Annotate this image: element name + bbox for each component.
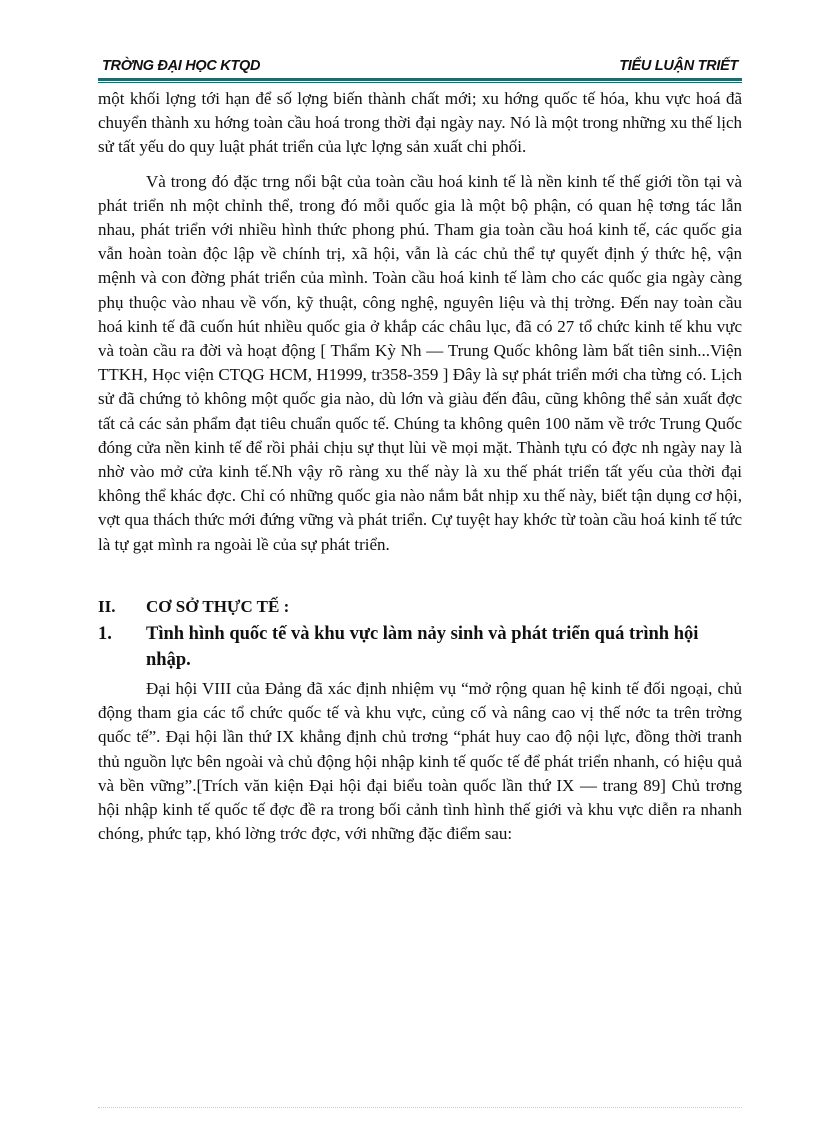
paragraph-2: Và trong đó đặc trng nổi bật của toàn cầu hoá kinh tế là nền kinh tế thế giới tồn tại và phát triển nh một chỉnh thể, trong đó mỗi quốc gia là một bộ phận, có quan hệ tơng tác lẫn nhau, phát triển với nhiều hình thức phong phú. Tham gia toàn cầu hoá kinh tế, các quốc gia vẫn hoàn toàn độc lập về chính trị, xã hội, vẫn là các chủ thể tự quyết định ý thức hệ, vận mệnh và con đờng phát triển của mình. Toàn cầu hoá kinh tế làm cho các quốc gia ngày càng phụ thuộc vào nhau về vốn, kỹ thuật, công nghệ, nguyên liệu và thị trờng. Đến nay toàn cầu hoá kinh tế đã cuốn hút nhiều quốc gia ở khắp các châu lục, đã có 27 tổ chức kinh tế khu vực và toàn cầu ra đời và hoạt động [ Thẩm Kỳ Nh — Trung Quốc không làm bất tiên sinh...Viện TTKH, Học viện CTQG HCM, H1999, tr358-359 ] Đây là sự phát triển mới cha từng có. Lịch sử đã chứng tỏ không một quốc gia nào, dù lớn và giàu đến đâu, cũng không thể sản xuất đợc tất cả các sản phẩm đạt tiêu chuẩn quốc tế. Chúng ta không quên 100 năm về trớc Trung Quốc đóng cửa nền kinh tế để rồi phải chịu sự thụt lùi về mọi mặt. Thành tựu có đợc nh ngày nay là nhờ vào mở cửa kinh tế.Nh vậy rõ ràng xu thế này là xu thế phát triển tất yếu của thời đại không thể khác đợc. Chỉ có những quốc gia nào nắm bắt nhịp xu thế này, biết tận dụng cơ hội, vợt qua thách thức mới đứng vững và phát triển. Cự tuyệt hay khớc từ toàn cầu hoá kinh tế tức là tự gạt mình ra ngoài lề của sự phát triển.: [98, 171, 742, 554]
body-text: [98, 87, 742, 846]
header-doc-type: TIỂU LUẬN TRIẾT: [619, 58, 738, 74]
header-rule-thick: [98, 78, 742, 81]
paragraph-3: Đại hội VIII của Đảng đã xác định nhiệm vụ “mở rộng quan hệ kinh tế đối ngoại, chủ động tham gia các tổ chức quốc tế và khu vực, củng cố và nâng cao vị thế nớc ta trên trờng quốc tế”. Đại hội lần thứ IX khẳng định chủ trơng “phát huy cao độ nội lực, đồng thời tranh thủ nguồn lực bên ngoài và chủ động hội nhập kinh tế quốc tế để phát triển nhanh, có hiệu quả và bền vững”.[Trích văn kiện Đại hội đại biểu toàn quốc lần thứ IX — trang 89] Chủ trơng hội nhập kinh tế quốc tế đợc đề ra trong bối cảnh tình hình thế giới và khu vực diễn ra nhanh chóng, phức tạp, khó lờng trớc đợc, với những đặc điểm sau:: [98, 679, 742, 844]
header-school: TRỜNG ĐẠI HỌC KTQD: [102, 58, 261, 74]
subsection-number: 1.: [98, 624, 112, 645]
subsection-heading: [98, 621, 742, 673]
footer-rule: [98, 1107, 742, 1108]
page-header: [98, 52, 742, 78]
section-number: II.: [98, 596, 116, 616]
section-title: CƠ SỞ THỰC TẾ :: [146, 596, 290, 616]
header-rule-thin: [98, 82, 742, 83]
section-heading: [98, 595, 742, 619]
subsection-title: Tình hình quốc tế và khu vực làm nảy sinh và phát triển quá trình hội nhập.: [146, 624, 699, 671]
paragraph-1: một khối lợng tới hạn để số lợng biến thành chất mới; xu hớng quốc tế hóa, khu vực hoá đã chuyển thành xu hớng toàn cầu hoá trong thời đại ngày nay. Nó là một trong những xu thế lịch sử tất yếu do quy luật phát triển của lực lợng sản xuất chi phối.: [98, 89, 742, 157]
